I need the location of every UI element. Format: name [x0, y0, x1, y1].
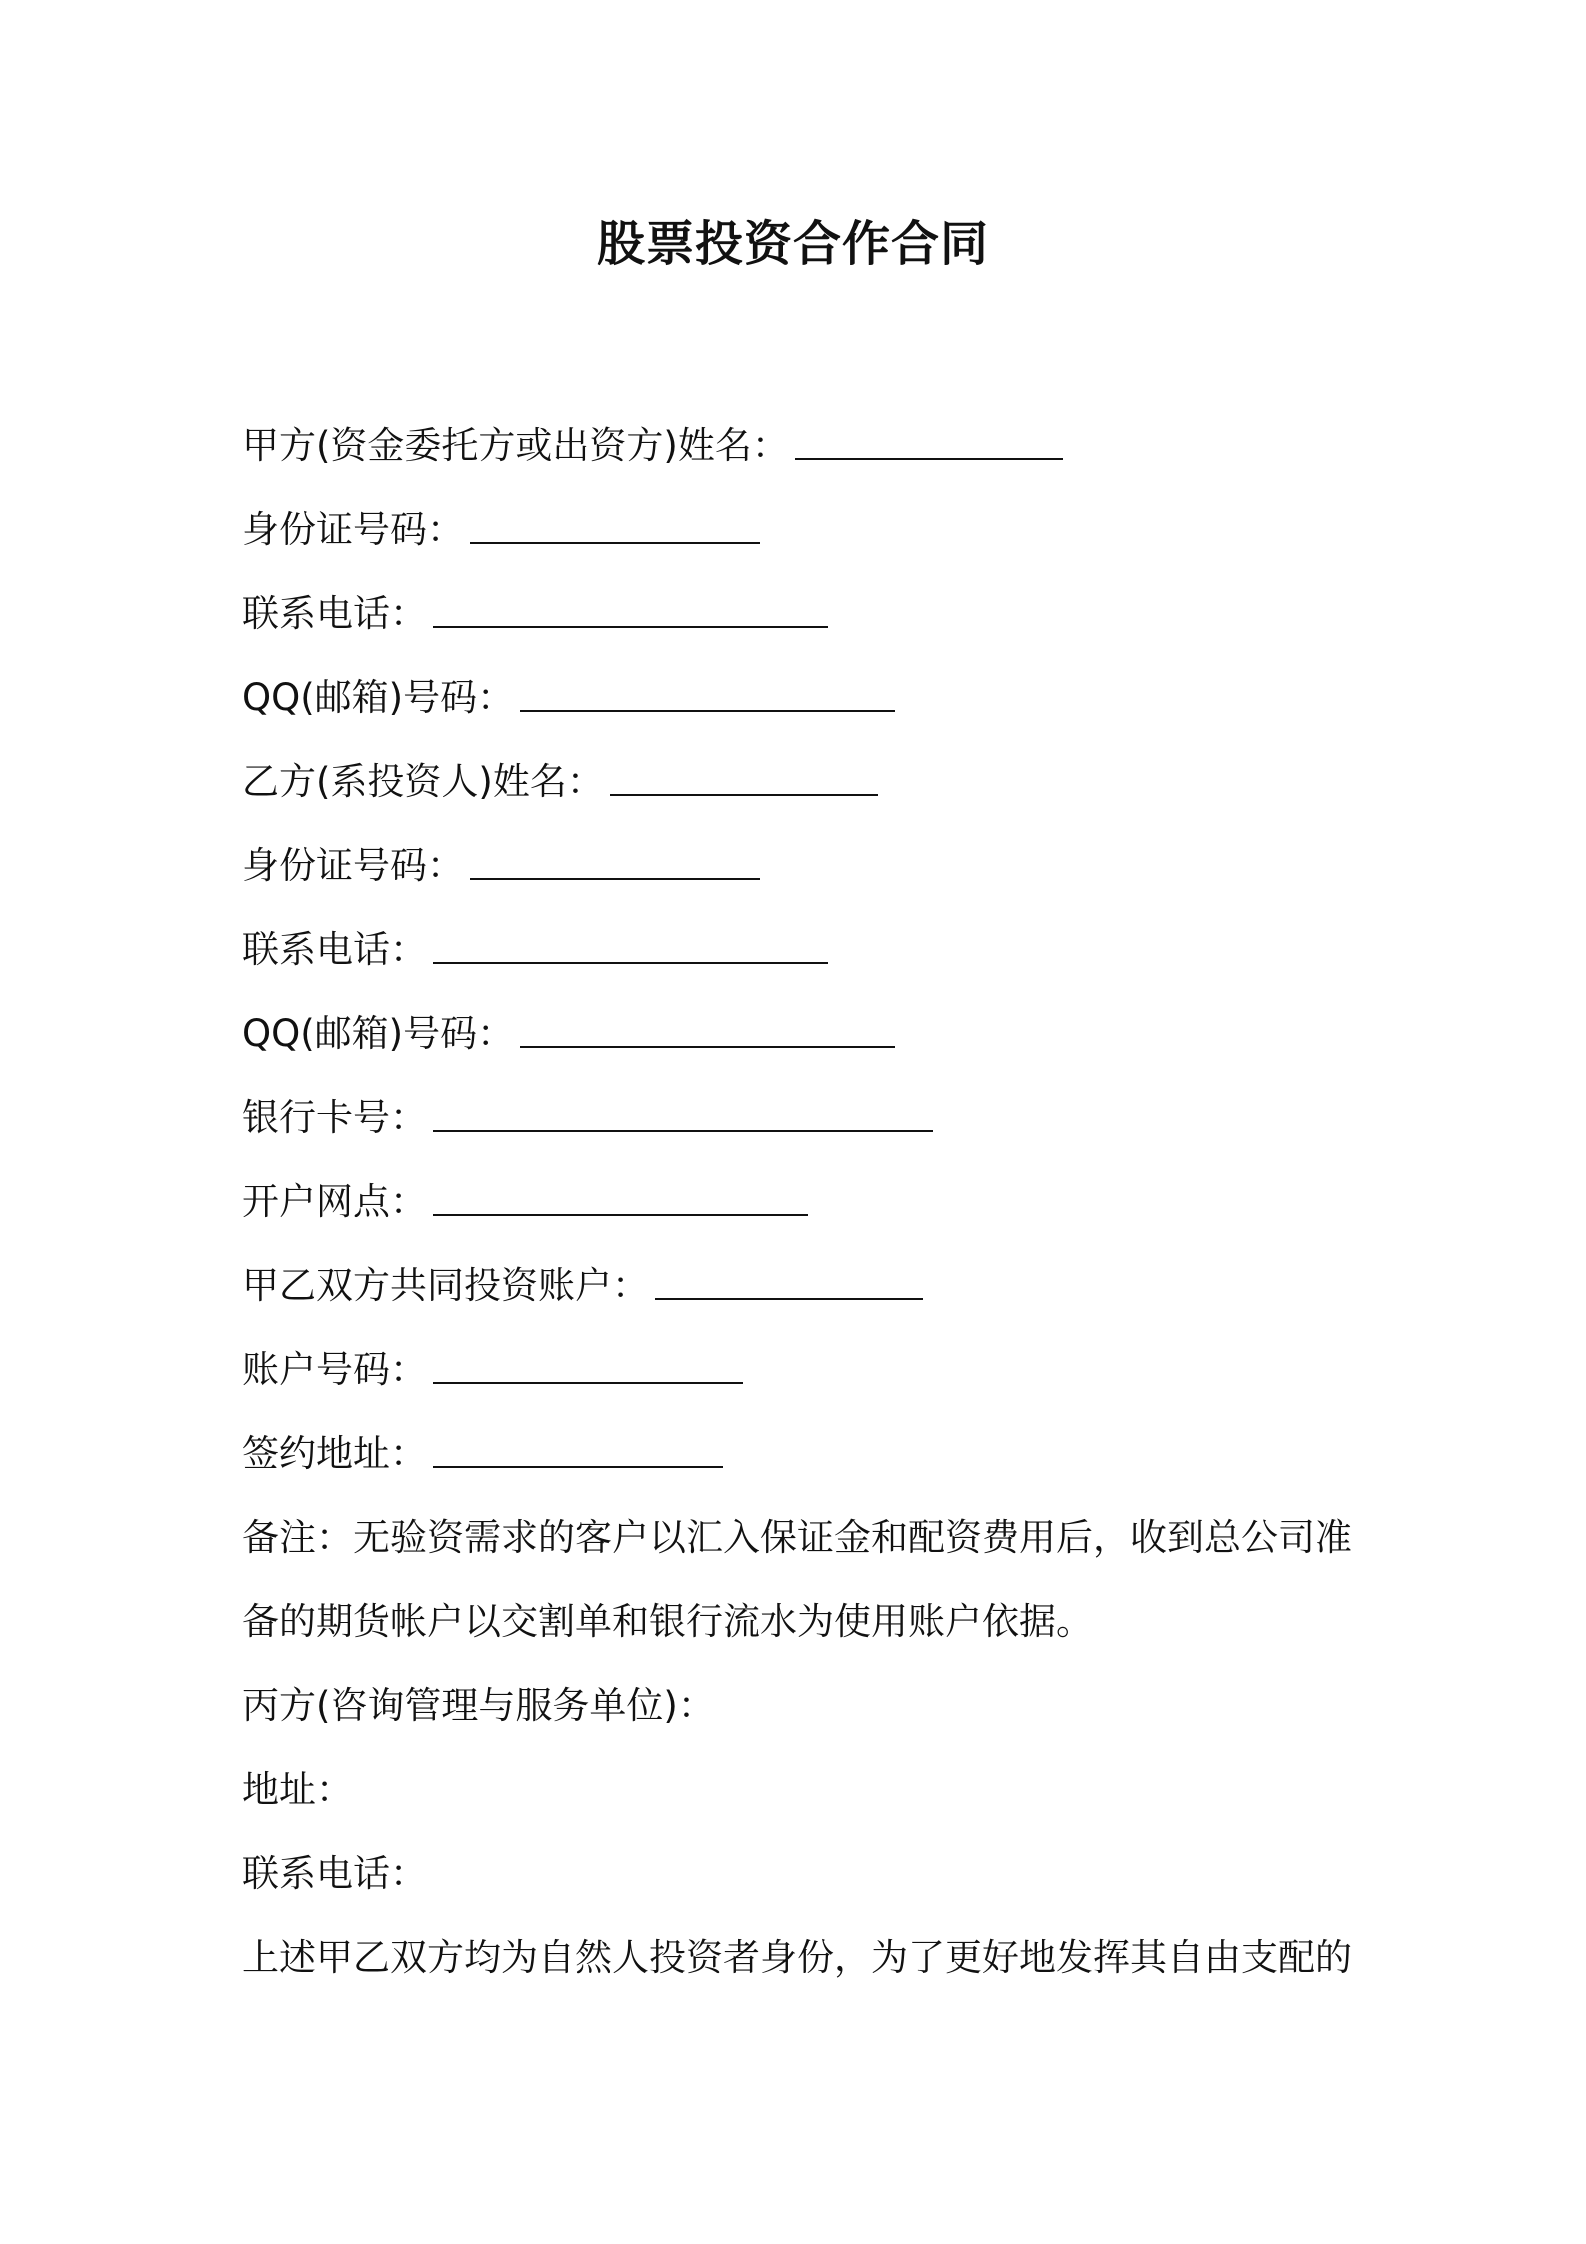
party-b-name-blank	[610, 760, 878, 796]
party-b-qq-line	[242, 992, 1362, 1076]
party-a-phone-blank	[433, 592, 828, 628]
joint-account-line	[242, 1244, 1362, 1328]
party-b-phone-blank	[433, 928, 828, 964]
bank-branch-label: 开户网点：	[242, 1180, 427, 1223]
party-a-qq-line	[242, 656, 1362, 740]
signing-address-blank	[433, 1432, 723, 1468]
party-c-line: 丙方(咨询管理与服务单位)：	[242, 1684, 715, 1727]
party-a-name-blank	[795, 424, 1063, 460]
document-body	[242, 404, 1362, 2000]
party-b-name-line	[242, 740, 1362, 824]
party-b-id-label: 身份证号码：	[242, 844, 464, 887]
note-line-2: 备的期货帐户以交割单和银行流水为使用账户依据。	[242, 1600, 1093, 1643]
party-b-id-line	[242, 824, 1362, 908]
joint-account-label: 甲乙双方共同投资账户：	[242, 1264, 649, 1307]
bank-branch-blank	[433, 1180, 808, 1216]
signing-address-line	[242, 1412, 1362, 1496]
document-title: 股票投资合作合同	[596, 216, 989, 272]
account-number-label: 账户号码：	[242, 1348, 427, 1391]
bank-card-line	[242, 1076, 1362, 1160]
closing-paragraph: 上述甲乙双方均为自然人投资者身份，为了更好地发挥其自由支配的	[242, 1936, 1352, 1979]
party-b-qq-label: QQ(邮箱)号码：	[242, 1012, 515, 1055]
party-a-id-blank	[470, 508, 760, 544]
party-c-phone-line: 联系电话：	[242, 1852, 427, 1895]
party-a-qq-blank	[520, 676, 895, 712]
party-a-phone-line	[242, 572, 1362, 656]
party-b-qq-blank	[520, 1012, 895, 1048]
account-number-blank	[433, 1348, 743, 1384]
party-a-phone-label: 联系电话：	[242, 592, 427, 635]
joint-account-blank	[655, 1264, 923, 1300]
party-b-phone-line	[242, 908, 1362, 992]
signing-address-label: 签约地址：	[242, 1432, 427, 1475]
party-a-id-label: 身份证号码：	[242, 508, 464, 551]
party-c-address-line: 地址：	[242, 1768, 353, 1811]
party-a-id-line	[242, 488, 1362, 572]
account-number-line	[242, 1328, 1362, 1412]
party-b-id-blank	[470, 844, 760, 880]
bank-card-label: 银行卡号：	[242, 1096, 427, 1139]
bank-card-blank	[433, 1096, 933, 1132]
party-a-name-line	[242, 404, 1362, 488]
bank-branch-line	[242, 1160, 1362, 1244]
party-a-name-label: 甲方(资金委托方或出资方)姓名：	[242, 424, 789, 467]
party-b-phone-label: 联系电话：	[242, 928, 427, 971]
note-line-1: 备注：无验资需求的客户以汇入保证金和配资费用后，收到总公司准	[242, 1516, 1352, 1559]
party-a-qq-label: QQ(邮箱)号码：	[242, 676, 515, 719]
party-b-name-label: 乙方(系投资人)姓名：	[242, 760, 604, 803]
